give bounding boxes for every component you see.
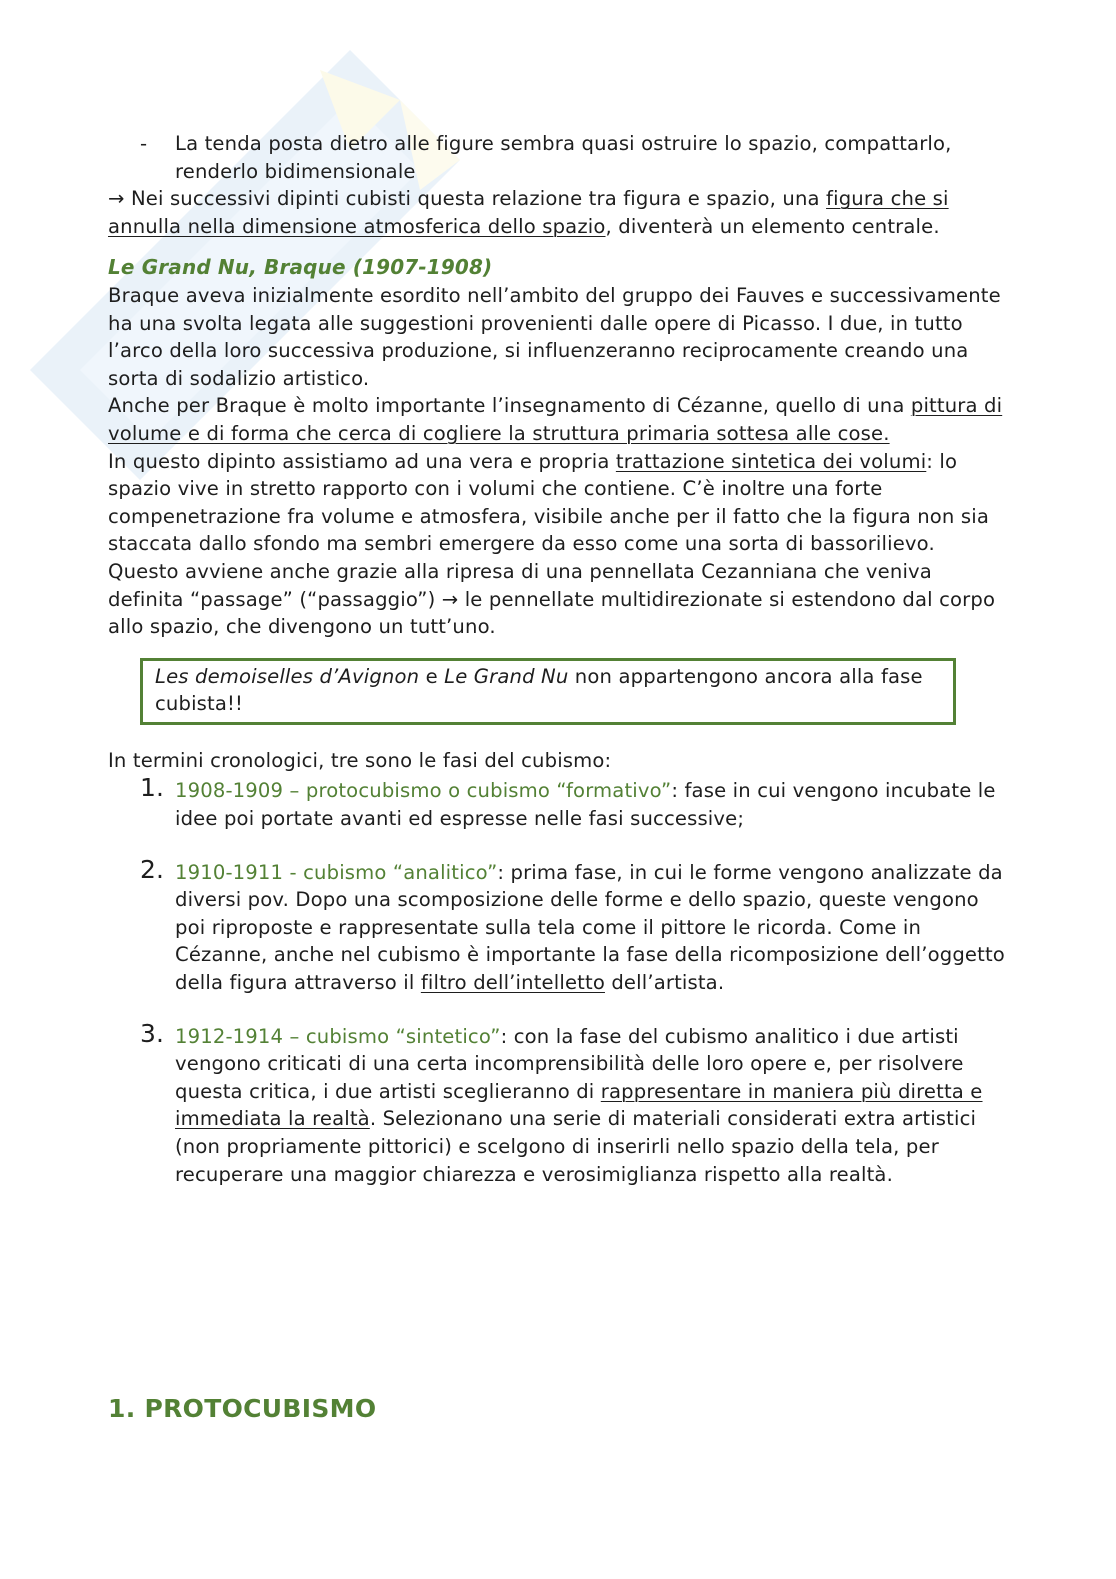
note-title-2: Le Grand Nu bbox=[444, 664, 569, 688]
note-title-1: Les demoiselles d’Avignon bbox=[155, 664, 420, 688]
arrow-icon: → bbox=[441, 587, 459, 611]
note-box: Les demoiselles d’Avignon e Le Grand Nu non appartengono ancora alla fase cubista!! bbox=[140, 658, 956, 725]
underlined-phrase: filtro dell’intelletto bbox=[420, 971, 605, 995]
phase-label: 1908-1909 – protocubismo o cubismo “formativo” bbox=[175, 779, 672, 803]
list-item: 1. 1908-1909 – protocubismo o cubismo “formativo”: fase in cui vengono incubate le idee poi portate avanti ed espresse nelle fasi successive; bbox=[140, 773, 996, 831]
phases-list bbox=[108, 773, 1008, 1188]
list-number: 1. bbox=[140, 773, 165, 803]
bullet-marker: - bbox=[140, 132, 148, 155]
section-title: Le Grand Nu, Braque (1907-1908) bbox=[108, 255, 493, 280]
phase-label: 1910-1911 - cubismo “analitico” bbox=[175, 860, 498, 884]
list-item: 2. 1910-1911 - cubismo “analitico”: prima fase, in cui le forme vengono analizzate da diversi pov. Dopo una scomposizione delle forme e dello spazio, queste vengono poi riproposte e rappresentate sulla tela come il pittore le ricorda. Come in Cézanne, anche nel cubismo è importante la fase della ricomposizione dell’oggetto della figura attraverso il filtro dell’intelletto dell’artista. bbox=[140, 854, 1005, 995]
bullet-item bbox=[108, 130, 1008, 185]
underlined-phrase: pittura di volume e di forma che cerca di cogliere la struttura primaria sottesa alle cose. bbox=[108, 394, 1003, 445]
arrow-paragraph: → Nei successivi dipinti cubisti questa relazione tra figura e spazio, una figura che si annulla nella dimensione atmosferica dello spazio, diventerà un elemento centrale. bbox=[108, 187, 949, 238]
list-number: 3. bbox=[140, 1018, 165, 1048]
paragraph-2: Anche per Braque è molto importante l’insegnamento di Cézanne, quello di una pittura di volume e di forma che cerca di cogliere la struttura primaria sottesa alle cose. bbox=[108, 394, 1003, 445]
document-body bbox=[108, 130, 1008, 1214]
underlined-phrase: figura che si annulla nella dimensione atmosferica dello spazio bbox=[108, 187, 949, 238]
arrow-icon: → bbox=[108, 187, 125, 211]
underlined-phrase: trattazione sintetica dei volumi bbox=[615, 449, 927, 473]
list-item: 3. 1912-1914 – cubismo “sintetico”: con la fase del cubismo analitico i due artisti vengono criticati di una certa incomprensibilità delle loro opere e, per risolvere questa critica, i due artisti sceglieranno di rappresentare in maniera più diretta e immediata la realtà. Selezionano una serie di materiali considerati extra artistici (non propriamente pittorici) e scelgono di inserirli nello spazio della tela, per recuperare una maggior chiarezza e verosimiglianza rispetto alla realtà. bbox=[140, 1018, 983, 1186]
phases-intro: In termini cronologici, tre sono le fasi del cubismo: bbox=[108, 748, 612, 772]
bullet-text: La tenda posta dietro alle figure sembra quasi ostruire lo spazio, compattarlo, renderlo bidimensionale bbox=[175, 132, 952, 183]
phase-label: 1912-1914 – cubismo “sintetico” bbox=[175, 1024, 501, 1048]
heading-protocubismo: 1. PROTOCUBISMO bbox=[108, 1394, 377, 1423]
paragraph-1: Braque aveva inizialmente esordito nell’ambito del gruppo dei Fauves e successivamente ha una svolta legata alle suggestioni provenienti dalle opere di Picasso. I due, in tutto l’arco della loro successiva produzione, si influenzeranno reciprocamente creando una sorta di sodalizio artistico. bbox=[108, 283, 1001, 390]
paragraph-3: In questo dipinto assistiamo ad una vera e propria trattazione sintetica dei volumi: lo spazio vive in stretto rapporto con i volumi che contiene. C’è inoltre una forte compenetrazione fra volume e atmosfera, visibile anche per il fatto che la figura non sia staccata dallo sfondo ma sembri emergere da esso come una sorta di bassorilievo. Questo avviene anche grazie alla ripresa di una pennellata Cezanniana che veniva definita “passage” (“passaggio”) → le pennellate multidirezionate si estendono dal corpo allo spazio, che divengono un tutt’uno. bbox=[108, 449, 996, 639]
list-number: 2. bbox=[140, 854, 165, 884]
underlined-phrase: rappresentare in maniera più diretta e immediata la realtà bbox=[175, 1079, 983, 1131]
